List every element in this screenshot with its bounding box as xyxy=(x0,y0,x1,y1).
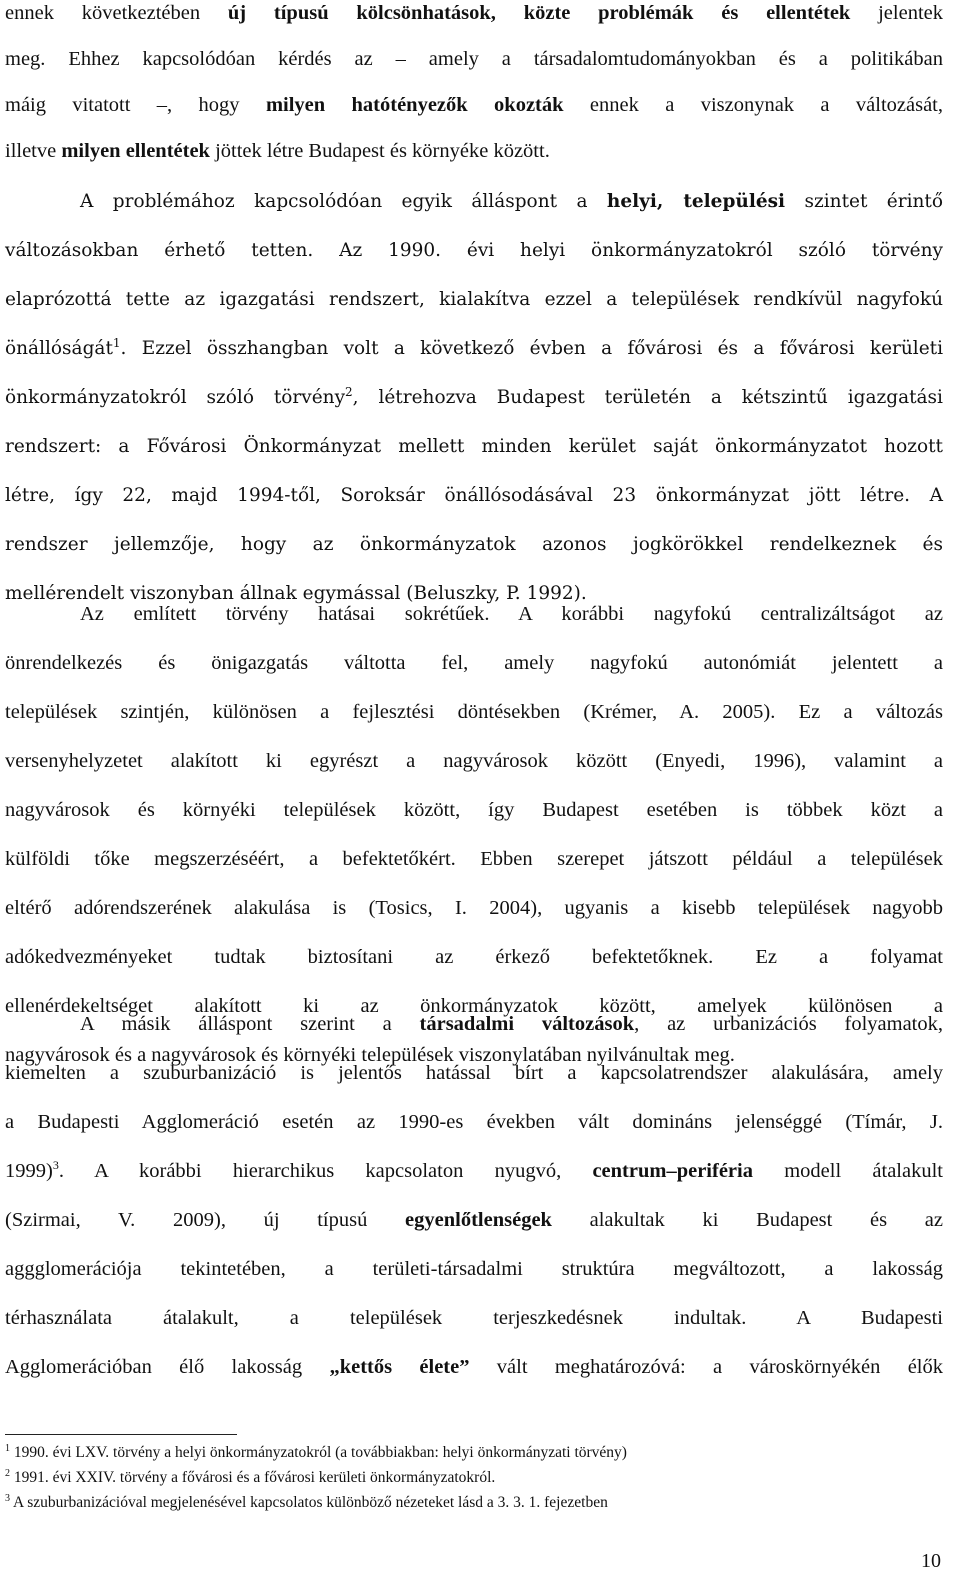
bold-phrase: új típusú kölcsönhatások, közte problémák és ellentétek xyxy=(227,2,851,24)
text-run: alakultak ki Budapest és az xyxy=(551,1209,943,1231)
footnote-separator xyxy=(5,1434,237,1435)
text-line xyxy=(5,737,943,786)
text-line xyxy=(5,128,943,174)
text-line xyxy=(5,688,943,737)
text-run: ennek a viszonynak a változását, xyxy=(563,94,943,116)
text-line xyxy=(5,1343,943,1392)
text-run: . A korábbi hierarchikus kapcsolaton nyugvó, xyxy=(58,1160,593,1182)
footnote-ref: 3 xyxy=(52,1158,59,1173)
text-line xyxy=(5,1000,943,1049)
text-line xyxy=(5,324,943,373)
text-run: térhasználata átalakult, a települések terjeszkedésnek indultak. A Budapesti xyxy=(5,1307,943,1329)
footnote-ref: 1 xyxy=(112,335,121,350)
text-line xyxy=(5,590,943,639)
text-line xyxy=(5,933,943,982)
text-line xyxy=(5,0,943,36)
text-run: létre, így 22, majd 1994-től, Soroksár önállósodásával 23 önkormányzat jött létre. A xyxy=(5,485,943,506)
footnote-3: $^3$ A szuburbanizációval megjelenésével kapcsolatos különböző nézeteket lásd a 3. 3. 1. fejezetben xyxy=(5,1492,608,1511)
text-line xyxy=(5,275,943,324)
text-run: a Budapesti Agglomeráció esetén az 1990-es években vált domináns jelenséggé (Tímár, J. xyxy=(5,1111,943,1133)
text-run: aggglomerációja tekintetében, a területi-társadalmi struktúra megváltozott, a lakosság xyxy=(5,1258,943,1280)
text-line xyxy=(5,520,943,569)
text-run: vált meghatározóvá: a városkörnyékén élők xyxy=(469,1356,943,1378)
text-run: A problémához kapcsolódóan egyik álláspont a xyxy=(80,191,607,212)
bold-phrase: egyenlőtlenségek xyxy=(405,1209,552,1231)
text-run: jelentek xyxy=(850,2,943,24)
text-run: eltérő adórendszerének alakulása is (Tosics, I. 2004), ugyanis a kisebb települések nagyobb xyxy=(5,897,943,919)
text-line xyxy=(5,1147,943,1196)
text-line xyxy=(5,1196,943,1245)
bold-phrase: centrum–periféria xyxy=(592,1160,753,1182)
bold-phrase: helyi, települési xyxy=(606,191,786,212)
footnote-1: $^1$ 1990. évi LXV. törvény a helyi önkormányzatokról (a továbbiakban: helyi önkormányzati törvény) xyxy=(5,1442,627,1461)
text-run: önállóságát xyxy=(5,338,113,359)
text-line xyxy=(5,639,943,688)
footnote-2: $^2$ 1991. évi XXIV. törvény a fővárosi és a fővárosi kerületi önkormányzatokról. xyxy=(5,1467,496,1486)
text-run: Agglomerációban élő lakosság xyxy=(5,1356,330,1378)
text-line xyxy=(5,1049,943,1098)
text-run: települések szintjén, különösen a fejlesztési döntésekben (Krémer, A. 2005). Ez a változás xyxy=(5,701,943,723)
paragraph-2 xyxy=(5,177,943,618)
text-run: önrendelkezés és önigazgatás váltotta fel, amely nagyfokú autonómiát jelentett a xyxy=(5,652,943,674)
text-run: (Szirmai, V. 2009), új típusú xyxy=(5,1209,406,1231)
bold-phrase: „kettős élete” xyxy=(329,1356,470,1378)
text-run: változásokban érhető tetten. Az 1990. évi helyi önkormányzatokról szóló törvény xyxy=(5,240,943,261)
text-line xyxy=(5,835,943,884)
footnote-ref: 2 xyxy=(345,384,353,399)
text-run: ellenérdekeltséget alakított ki az önkormányzatok között, amelyek különösen a xyxy=(5,995,943,1017)
text-line xyxy=(5,786,943,835)
text-run: , az urbanizációs folyamatok, xyxy=(634,1013,943,1035)
text-line xyxy=(5,36,943,82)
text-run: nagyvárosok és környéki települések között, így Budapest esetében is többek közt a xyxy=(5,799,943,821)
text-run: jöttek létre Budapest és környéke között. xyxy=(209,140,550,162)
text-run: szintet érintő xyxy=(785,191,943,212)
text-run: adókedvezményeket tudtak biztosítani az érkező befektetőknek. Ez a folyamat xyxy=(5,946,943,968)
text-run: mellérendelt viszonyban állnak egymással (Beluszky, P. 1992). xyxy=(5,583,587,604)
text-line xyxy=(5,1098,943,1147)
bold-phrase: társadalmi változások xyxy=(419,1013,635,1035)
text-run: rendszer jellemzője, hogy az önkormányzatok azonos jogkörökkel rendelkeznek és xyxy=(5,534,943,555)
footnotes xyxy=(5,1440,945,1515)
text-line xyxy=(5,82,943,128)
text-run: . Ezzel összhangban volt a következő évben a fővárosi és a fővárosi kerületi xyxy=(120,338,943,359)
text-run: illetve xyxy=(5,140,62,162)
text-run: , létrehozva Budapest területén a kétszintű igazgatási xyxy=(352,387,943,408)
bold-phrase: milyen hatótényezők okozták xyxy=(265,94,564,116)
page-number: 10 xyxy=(921,1550,941,1572)
text-run: kiemelten a szuburbanizáció is jelentős hatással bírt a kapcsolatrendszer alakulására, amely xyxy=(5,1062,943,1084)
text-run: A másik álláspont szerint a xyxy=(80,1013,420,1035)
text-line xyxy=(5,884,943,933)
text-line xyxy=(5,1294,943,1343)
bold-phrase: milyen ellentétek xyxy=(61,140,210,162)
text-line xyxy=(5,177,943,226)
text-run: 1999) xyxy=(5,1160,53,1182)
text-run: modell átalakult xyxy=(752,1160,943,1182)
text-run: máig vitatott –, hogy xyxy=(5,94,266,116)
text-line xyxy=(5,373,943,422)
text-run: önkormányzatokról szóló törvény xyxy=(5,387,346,408)
text-line xyxy=(5,422,943,471)
text-run: meg. Ehhez kapcsolódóan kérdés az – amely a társadalomtudományokban és a politikában xyxy=(5,48,943,70)
text-line xyxy=(5,1245,943,1294)
text-run: versenyhelyzetet alakított ki egyrészt a nagyvárosok között (Enyedi, 1996), valamint a xyxy=(5,750,943,772)
text-line xyxy=(5,226,943,275)
paragraph-1 xyxy=(5,0,943,174)
text-run: rendszert: a Fővárosi Önkormányzat mellett minden kerület saját önkormányzatot hozott xyxy=(5,436,943,457)
text-line xyxy=(5,471,943,520)
text-run: Az említett törvény hatásai sokrétűek. A korábbi nagyfokú centralizáltságot az xyxy=(80,603,943,625)
text-run: ennek következtében xyxy=(5,2,228,24)
text-run: külföldi tőke megszerzéséért, a befektetőkért. Ebben szerepet játszott például a települések xyxy=(5,848,943,870)
text-run: elaprózottá tette az igazgatási rendszert, kialakítva ezzel a települések rendkívül nagyfokú xyxy=(5,289,943,310)
paragraph-4 xyxy=(5,1000,943,1392)
text-run: nagyvárosok és a nagyvárosok és környéki települések viszonylatában nyilvánultak meg. xyxy=(5,1044,735,1066)
